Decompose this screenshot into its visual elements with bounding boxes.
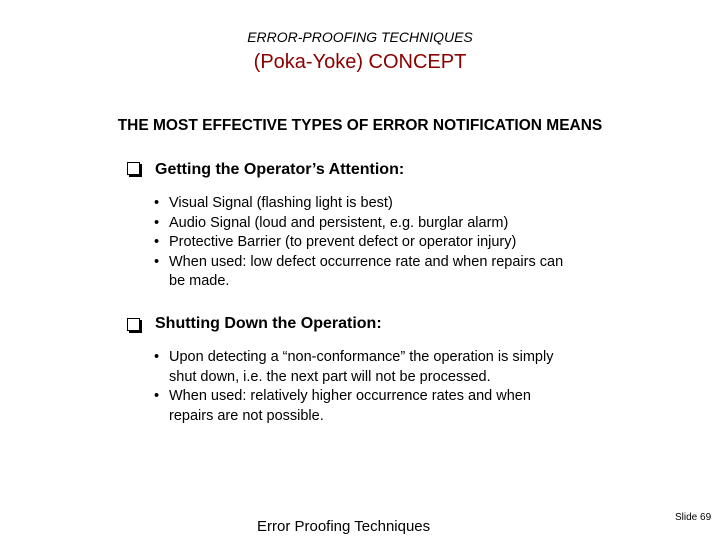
- slide-heading: THE MOST EFFECTIVE TYPES OF ERROR NOTIFICATION MEANS: [117, 117, 603, 134]
- list-item: • Audio Signal (loud and persistent, e.g. burglar alarm): [154, 214, 594, 234]
- checkbox-square-icon: [127, 162, 140, 175]
- list-item: • When used: relatively higher occurrence rates and when repairs are not possible.: [154, 387, 574, 426]
- section-heading-shutdown: Shutting Down the Operation:: [155, 315, 382, 332]
- list-item: • Visual Signal (flashing light is best): [154, 194, 594, 214]
- section-heading-attention: Getting the Operator’s Attention:: [155, 161, 405, 178]
- checkbox-square-icon: [127, 318, 140, 331]
- slide-number: Slide 69: [675, 512, 712, 523]
- attention-bullet-list: [154, 194, 594, 292]
- list-item: • Protective Barrier (to prevent defect or operator injury): [154, 233, 594, 253]
- list-item: • When used: low defect occurrence rate and when repairs can be made.: [154, 253, 569, 292]
- slide-title: (Poka-Yoke) CONCEPT: [253, 51, 467, 73]
- shutdown-bullet-list: [154, 348, 574, 426]
- footer-text: Error Proofing Techniques: [257, 518, 431, 535]
- list-item: • Upon detecting a “non-conformance” the operation is simply shut down, i.e. the next part will not be processed.: [154, 348, 574, 387]
- slide-kicker: ERROR-PROOFING TECHNIQUES: [247, 29, 473, 45]
